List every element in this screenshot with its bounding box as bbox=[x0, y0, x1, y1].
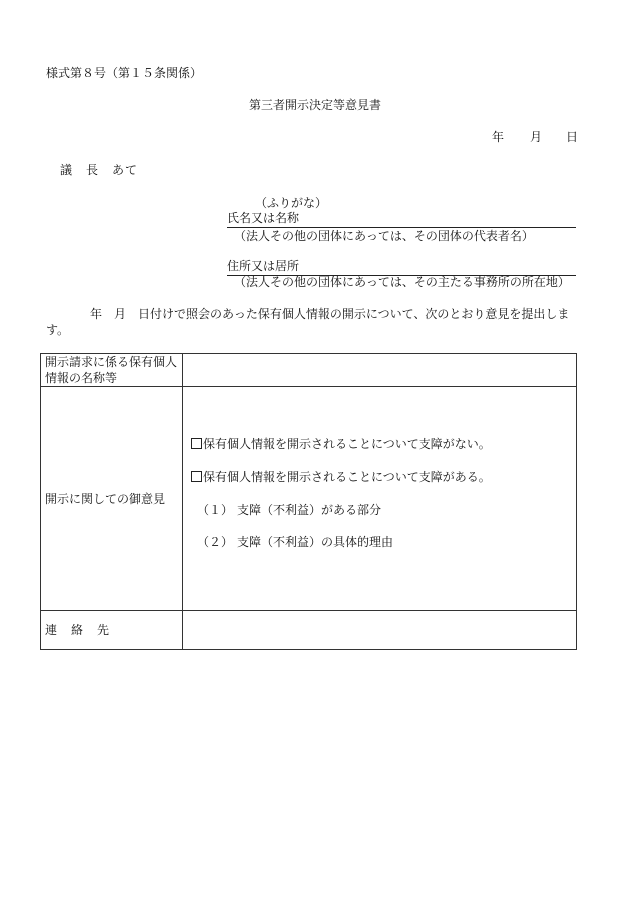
table-row bbox=[41, 354, 577, 387]
row3-label: 連絡先 bbox=[41, 611, 183, 650]
row1-label: 開示請求に係る保有個人情報の名称等 bbox=[41, 354, 183, 387]
name-field[interactable] bbox=[227, 209, 576, 228]
addressee: 議 長 あて bbox=[60, 163, 139, 177]
checkbox-issue[interactable] bbox=[191, 471, 202, 482]
item-2-text: 支障（不利益）の具体的理由 bbox=[237, 535, 394, 549]
option-issue bbox=[191, 468, 491, 485]
row2-label: 開示に関しての御意見 bbox=[41, 387, 183, 611]
document-title: 第三者開示決定等意見書 bbox=[248, 98, 381, 112]
option-no-issue bbox=[191, 435, 491, 452]
record-name-cell[interactable] bbox=[183, 354, 577, 387]
contact-cell[interactable] bbox=[183, 611, 577, 650]
body-month-label: 月 bbox=[114, 307, 127, 321]
table-row bbox=[41, 611, 577, 650]
date-year-label: 年 bbox=[492, 130, 505, 144]
item-2-number: （２） bbox=[197, 535, 234, 549]
opinion-cell bbox=[183, 387, 577, 611]
option-no-issue-text: 保有個人情報を開示されることについて支障がない。 bbox=[203, 437, 491, 451]
checkbox-no-issue[interactable] bbox=[191, 438, 202, 449]
name-note: （法人その他の団体にあっては、その団体の代表者名） bbox=[234, 229, 534, 243]
item-1-text: 支障（不利益）がある部分 bbox=[237, 503, 382, 517]
date-day-label: 日 bbox=[566, 130, 579, 144]
table-row bbox=[41, 387, 577, 611]
body-year-label: 年 bbox=[90, 307, 103, 321]
opinion-table bbox=[40, 353, 577, 650]
option-issue-text: 保有個人情報を開示されることについて支障がある。 bbox=[203, 470, 491, 484]
name-label: 氏名又は名称 bbox=[227, 211, 300, 225]
address-note: （法人その他の団体にあっては、その主たる事務所の所在地） bbox=[234, 275, 570, 289]
body-paragraph bbox=[46, 306, 578, 338]
date-month-label: 月 bbox=[530, 130, 543, 144]
item-2 bbox=[191, 533, 393, 550]
furigana-label: （ふりがな） bbox=[255, 196, 328, 210]
item-1 bbox=[191, 501, 381, 518]
body-text: 日付けで照会のあった保有個人情報の開示について、次のとおり意見を提出します。 bbox=[46, 307, 570, 337]
item-1-number: （１） bbox=[197, 503, 234, 517]
address-label: 住所又は居所 bbox=[227, 259, 300, 273]
form-number: 様式第８号（第１５条関係） bbox=[46, 66, 203, 80]
